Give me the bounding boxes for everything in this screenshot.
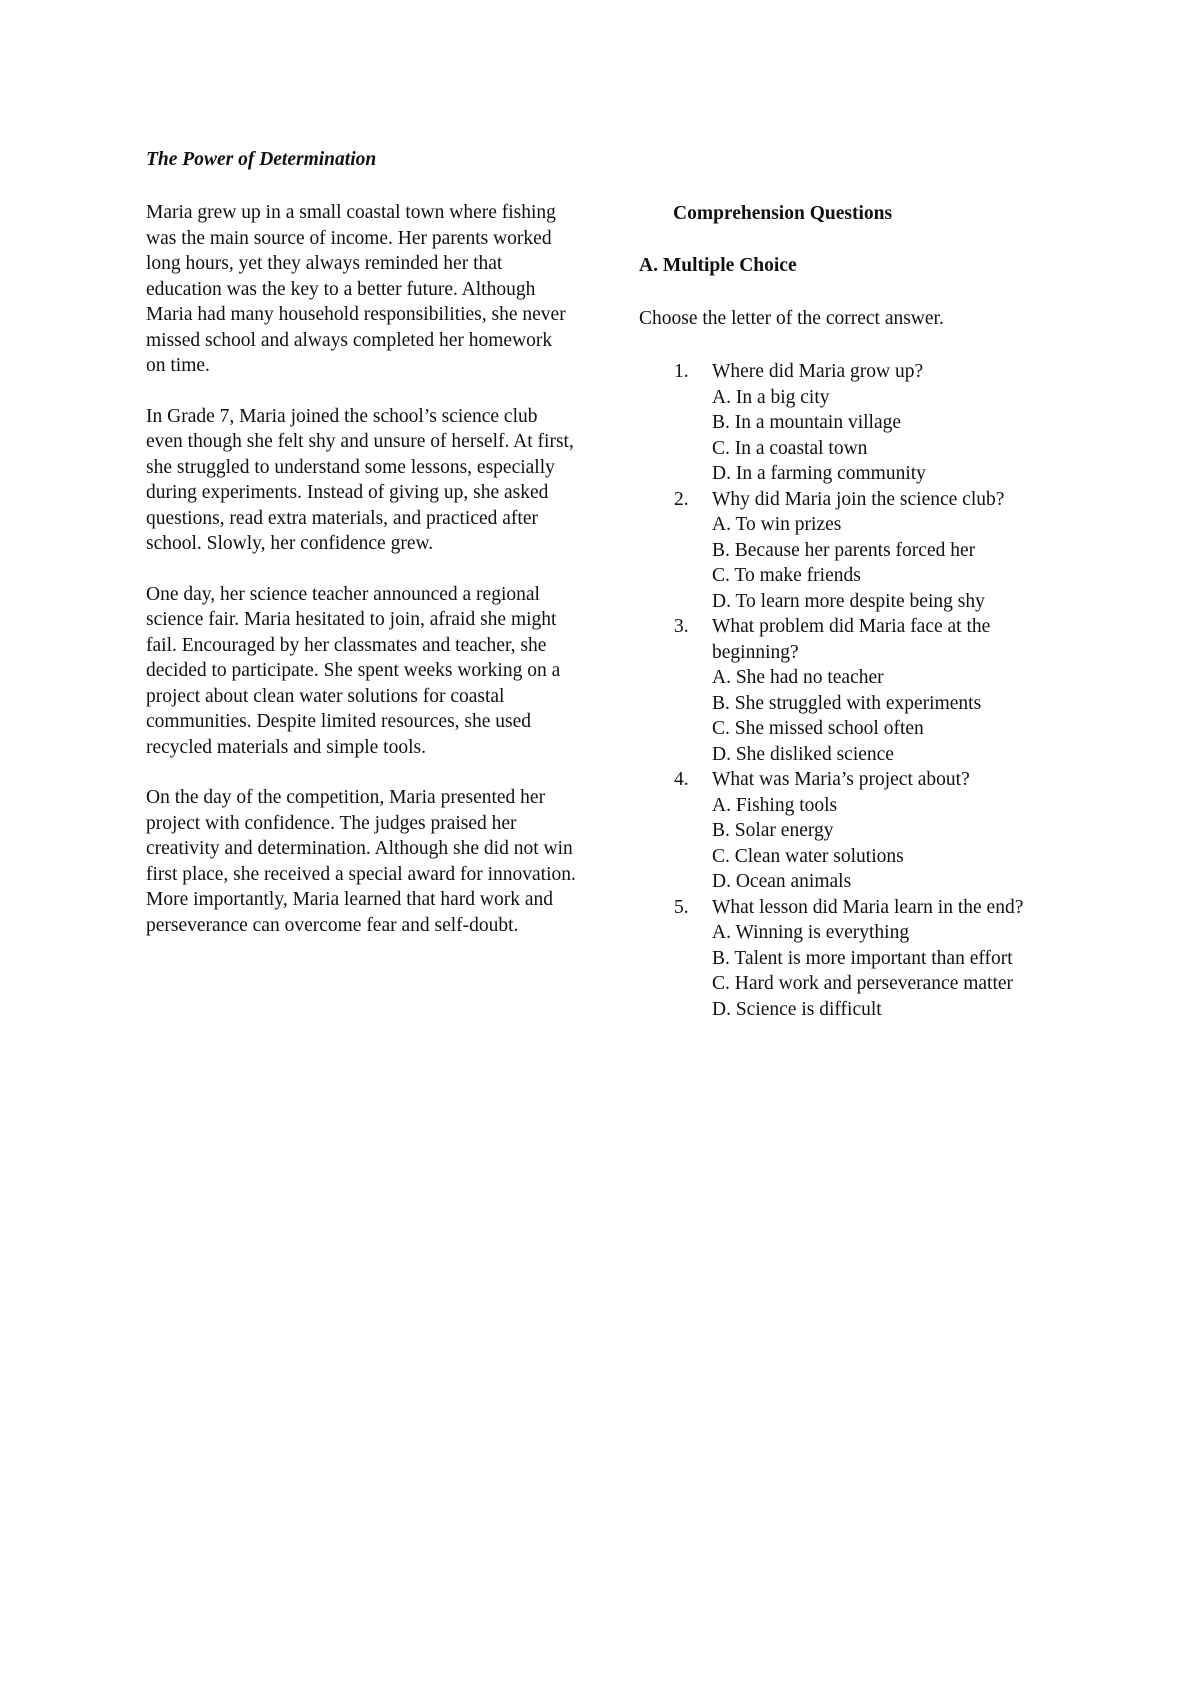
- question-item: [639, 895, 1079, 1023]
- option-list: [712, 793, 1079, 895]
- answer-option: B. Because her parents forced her: [712, 539, 976, 561]
- question-number: 3.: [674, 616, 689, 637]
- story-paragraph-3: One day, her science teacher announced a regional science fair. Maria hesitated to join, afraid she might fail. Encouraged by her classmates and teacher, she decided to participate. She spent weeks working on a project about clean water solutions for coastal communities. Despite limited resources, she used recycled materials and simple tools.: [146, 583, 561, 758]
- option-list: [712, 512, 1079, 614]
- question-number: 5.: [674, 896, 689, 918]
- answer-option: D. Science is difficult: [712, 998, 882, 1020]
- answer-option: A. To win prizes: [712, 514, 842, 535]
- question-item: [639, 359, 1079, 487]
- answer-option: A. She had no teacher: [712, 667, 884, 688]
- story-title: The Power of Determination: [146, 149, 377, 170]
- answer-option: C. To make friends: [712, 565, 861, 586]
- quiz-section-label: A. Multiple Choice: [639, 255, 797, 276]
- question-number: 2.: [674, 488, 689, 510]
- answer-option: C. She missed school often: [712, 718, 924, 739]
- story-paragraph-4: On the day of the competition, Maria presented her project with confidence. The judges praised her creativity and determination. Although she did not win first place, she received a special award for innovation. More importantly, Maria learned that hard work and perseverance can overcome fear and self-doubt.: [146, 787, 576, 936]
- option-list: [712, 920, 1079, 1022]
- answer-option: B. In a mountain village: [712, 412, 902, 433]
- answer-option: A. Fishing tools: [712, 794, 838, 816]
- quiz-column: [639, 201, 1079, 1022]
- question-list: [639, 359, 1079, 1022]
- question-item: [639, 614, 1079, 767]
- quiz-instructions: Choose the letter of the correct answer.: [639, 308, 944, 329]
- story-paragraph-2: In Grade 7, Maria joined the school’s science club even though she felt shy and unsure of herself. At first, she struggled to understand some lessons, especially during experiments. Instead of giving up, she asked questions, read extra materials, and practiced after school. Slowly, her confidence grew.: [146, 405, 574, 554]
- question-text: What was Maria’s project about?: [712, 769, 970, 790]
- answer-option: C. In a coastal town: [712, 437, 868, 459]
- question-text: What lesson did Maria learn in the end?: [712, 896, 1024, 918]
- answer-option: D. In a farming community: [712, 463, 926, 484]
- answer-option: B. She struggled with experiments: [712, 692, 982, 714]
- option-list: [712, 385, 1079, 487]
- answer-option: A. Winning is everything: [712, 922, 910, 943]
- answer-option: C. Clean water solutions: [712, 845, 904, 867]
- question-item: [639, 767, 1079, 895]
- answer-option: A. In a big city: [712, 386, 830, 408]
- question-text: Why did Maria join the science club?: [712, 488, 1005, 510]
- quiz-heading: Comprehension Questions: [673, 203, 893, 224]
- answer-option: C. Hard work and perseverance matter: [712, 973, 1014, 994]
- option-list: [712, 665, 1079, 767]
- story-paragraph-1: Maria grew up in a small coastal town where fishing was the main source of income. Her parents worked long hours, yet they always reminded her that education was the key to a better future. Although Maria had many household responsibilities, she never missed school and always completed her homework on time.: [146, 202, 566, 376]
- question-number: 1.: [674, 361, 689, 382]
- answer-option: D. She disliked science: [712, 743, 894, 765]
- answer-option: D. Ocean animals: [712, 871, 852, 892]
- answer-option: D. To learn more despite being shy: [712, 590, 985, 612]
- answer-option: B. Talent is more important than effort: [712, 947, 1013, 969]
- question-number: 4.: [674, 769, 689, 790]
- question-text: Where did Maria grow up?: [712, 361, 924, 382]
- answer-option: B. Solar energy: [712, 820, 834, 841]
- story-column: [146, 147, 576, 963]
- question-text: What problem did Maria face at the beginning?: [712, 616, 991, 663]
- question-item: [639, 487, 1079, 615]
